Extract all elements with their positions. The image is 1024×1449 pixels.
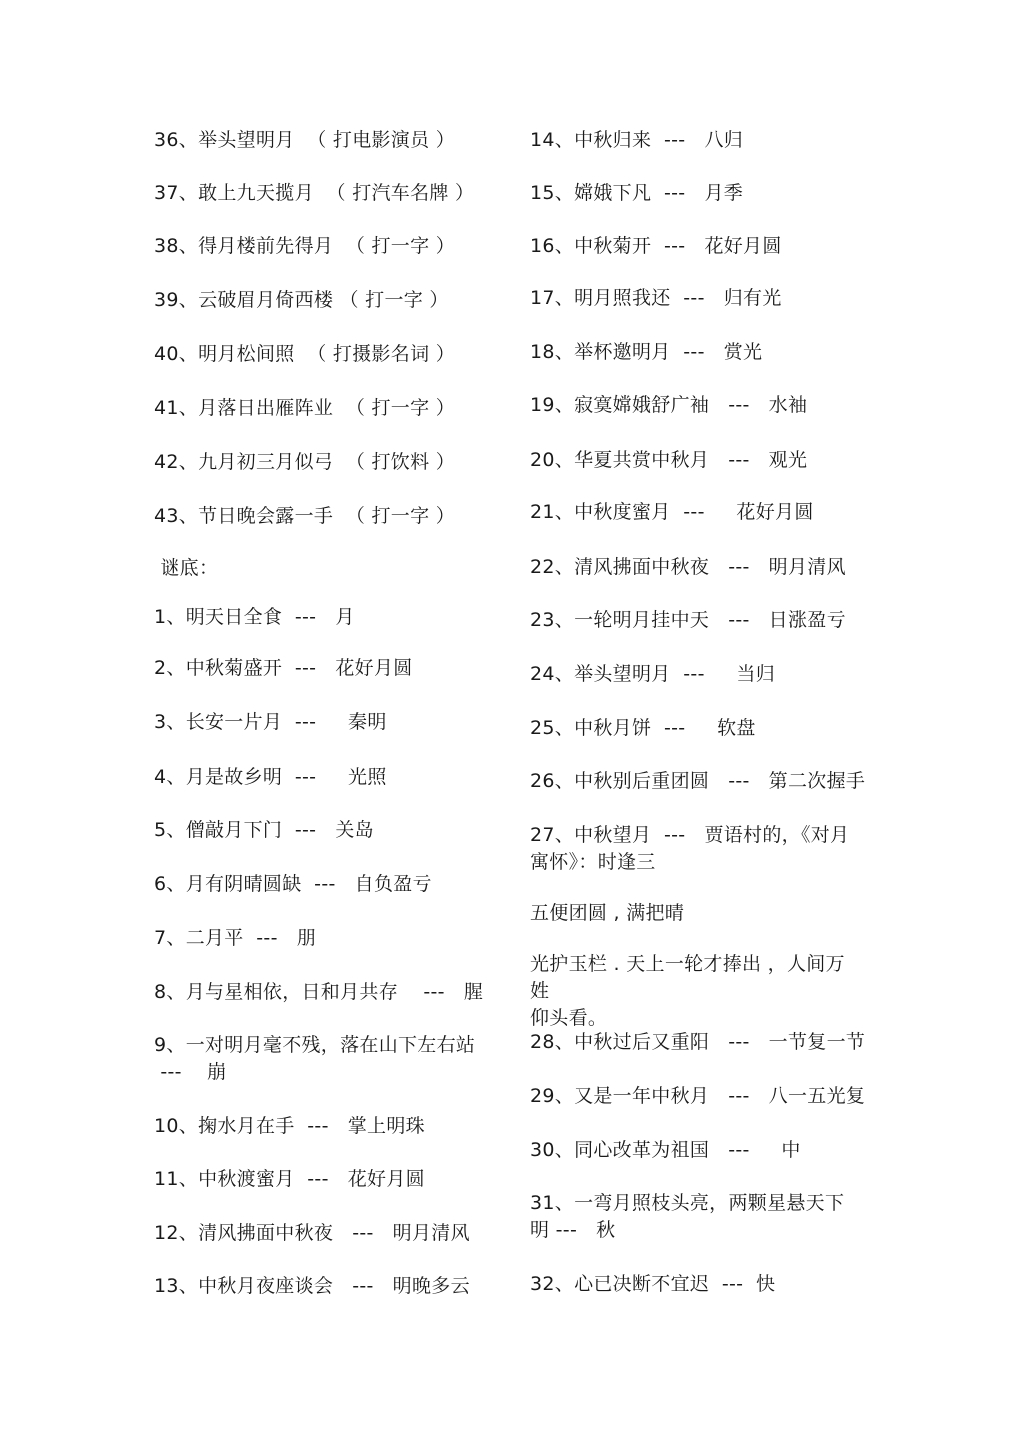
answer-16: 16、中秋菊开 --- 花好月圆 [530,235,782,257]
answer-10: 10、掬水月在手 --- 掌上明珠 [154,1115,425,1137]
answer-28: 28、中秋过后又重阳 --- 一节复一节 [530,1031,866,1053]
answer-14: 14、中秋归来 --- 八归 [530,129,744,151]
answer-27: 27、中秋望月 --- 贾语村的，《对月 寓怀》：时逢三 [530,824,850,873]
riddle-42: 42、九月初三月似弓 （ 打饮料 ） [154,451,456,473]
answer-3: 3、长安一片月 --- 秦明 [154,711,387,733]
answer-23: 23、一轮明月挂中天 --- 日涨盈亏 [530,609,846,631]
answer-1: 1、明天日全食 --- 月 [154,606,355,628]
answer-7: 7、二月平 --- 朋 [154,927,317,949]
answer-29: 29、又是一年中秋月 --- 八一五光复 [530,1085,866,1107]
answer-19: 19、寂寞嫦娥舒广袖 --- 水袖 [530,394,808,416]
answer-24: 24、举头望明月 --- 当归 [530,663,776,685]
answer-26: 26、中秋别后重团圆 --- 第二次握手 [530,770,866,792]
poem-line-2: 光护玉栏 . 天上一轮才捧出 ，人间万姓 仰头看。 [530,953,845,1029]
answer-20: 20、华夏共赏中秋月 --- 观光 [530,449,808,471]
answer-22: 22、清风拂面中秋夜 --- 明月清风 [530,556,846,578]
riddle-39: 39、云破眉月倚西楼 （ 打一字 ） [154,289,449,311]
answer-8: 8、月与星相依，日和月共存 --- 腥 [154,981,484,1003]
answer-30: 30、同心改革为祖国 --- 中 [530,1139,801,1161]
riddle-43: 43、节日晚会露一手 （ 打一字 ） [154,505,456,527]
answer-11: 11、中秋渡蜜月 --- 花好月圆 [154,1168,425,1190]
answer-25: 25、中秋月饼 --- 软盘 [530,717,756,739]
answer-31: 31、一弯月照枝头亮，两颗星悬天下 明 --- 秋 [530,1192,845,1241]
riddle-38: 38、得月楼前先得月 （ 打一字 ） [154,235,456,257]
answer-2: 2、中秋菊盛开 --- 花好月圆 [154,657,413,679]
poem-line-1: 五便团圆 , 满把晴 [530,902,685,924]
riddle-36: 36、举头望明月 （ 打电影演员 ） [154,129,456,151]
answers-heading: 谜底： [154,557,219,579]
answer-32: 32、心已决断不宜迟 --- 快 [530,1273,776,1295]
answer-5: 5、僧敲月下门 --- 关岛 [154,819,374,841]
answer-6: 6、月有阴晴圆缺 --- 自负盈亏 [154,873,432,895]
riddle-41: 41、月落日出雁阵业 （ 打一字 ） [154,397,456,419]
answer-21: 21、中秋度蜜月 --- 花好月圆 [530,501,814,523]
answer-13: 13、中秋月夜座谈会 --- 明晚多云 [154,1275,470,1297]
answer-17: 17、明月照我还 --- 归有光 [530,287,782,309]
riddle-37: 37、敢上九天揽月 （ 打汽车名牌 ） [154,182,475,204]
riddle-40: 40、明月松间照 （ 打摄影名词 ） [154,343,456,365]
answer-15: 15、嫦娥下凡 --- 月季 [530,182,744,204]
answer-12: 12、清风拂面中秋夜 --- 明月清风 [154,1222,470,1244]
answer-18: 18、举杯邀明月 --- 赏光 [530,341,763,363]
answer-9: 9、一对明月毫不残，落在山下左右站 --- 崩 [154,1034,476,1083]
answer-4: 4、月是故乡明 --- 光照 [154,766,387,788]
